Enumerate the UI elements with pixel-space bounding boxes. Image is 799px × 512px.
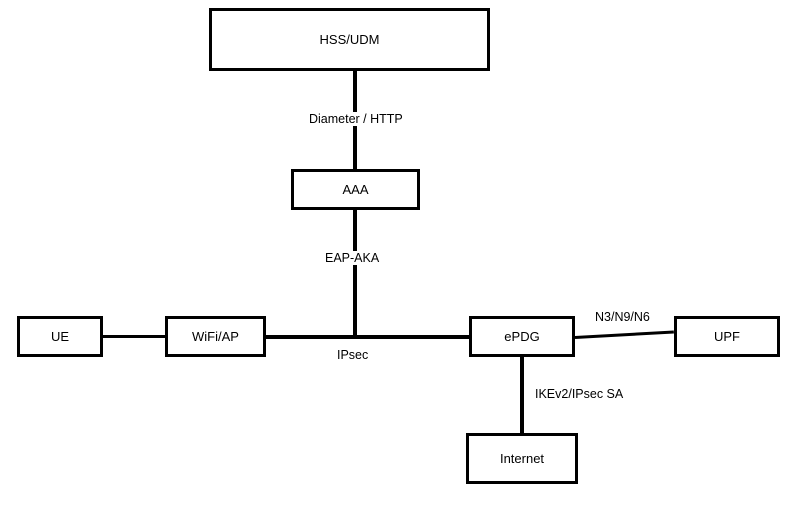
- node-wifi-ap[interactable]: [165, 316, 266, 357]
- edge-label-eap-aka: EAP-AKA: [322, 251, 382, 265]
- node-ue-label: UE: [50, 329, 70, 344]
- node-wifi-ap-label: WiFi/AP: [192, 329, 239, 344]
- node-internet[interactable]: [466, 433, 578, 484]
- node-epdg-label: ePDG: [504, 329, 540, 344]
- node-internet-label: Internet: [499, 451, 545, 466]
- node-hss-udm[interactable]: [209, 8, 490, 71]
- node-ue[interactable]: [17, 316, 103, 357]
- edge-label-n3-n9-n6: N3/N9/N6: [592, 310, 653, 324]
- edge-aaa-to-bus: [353, 210, 357, 337]
- edge-bus-wifi-to-epdg: [266, 335, 469, 339]
- node-upf-label: UPF: [714, 329, 740, 344]
- node-upf[interactable]: [674, 316, 780, 357]
- edge-label-diameter-http: Diameter / HTTP: [306, 112, 406, 126]
- node-aaa-label: AAA: [342, 182, 369, 197]
- edge-epdg-to-internet: [520, 357, 524, 433]
- edge-ue-to-wifi: [103, 335, 165, 338]
- edge-epdg-to-upf: [575, 330, 674, 339]
- node-aaa[interactable]: [291, 169, 420, 210]
- edge-label-ipsec: IPsec: [334, 348, 371, 362]
- edge-label-ikev2-ipsec-sa: IKEv2/IPsec SA: [532, 387, 626, 401]
- node-hss-udm-label: HSS/UDM: [319, 32, 380, 47]
- node-epdg[interactable]: [469, 316, 575, 357]
